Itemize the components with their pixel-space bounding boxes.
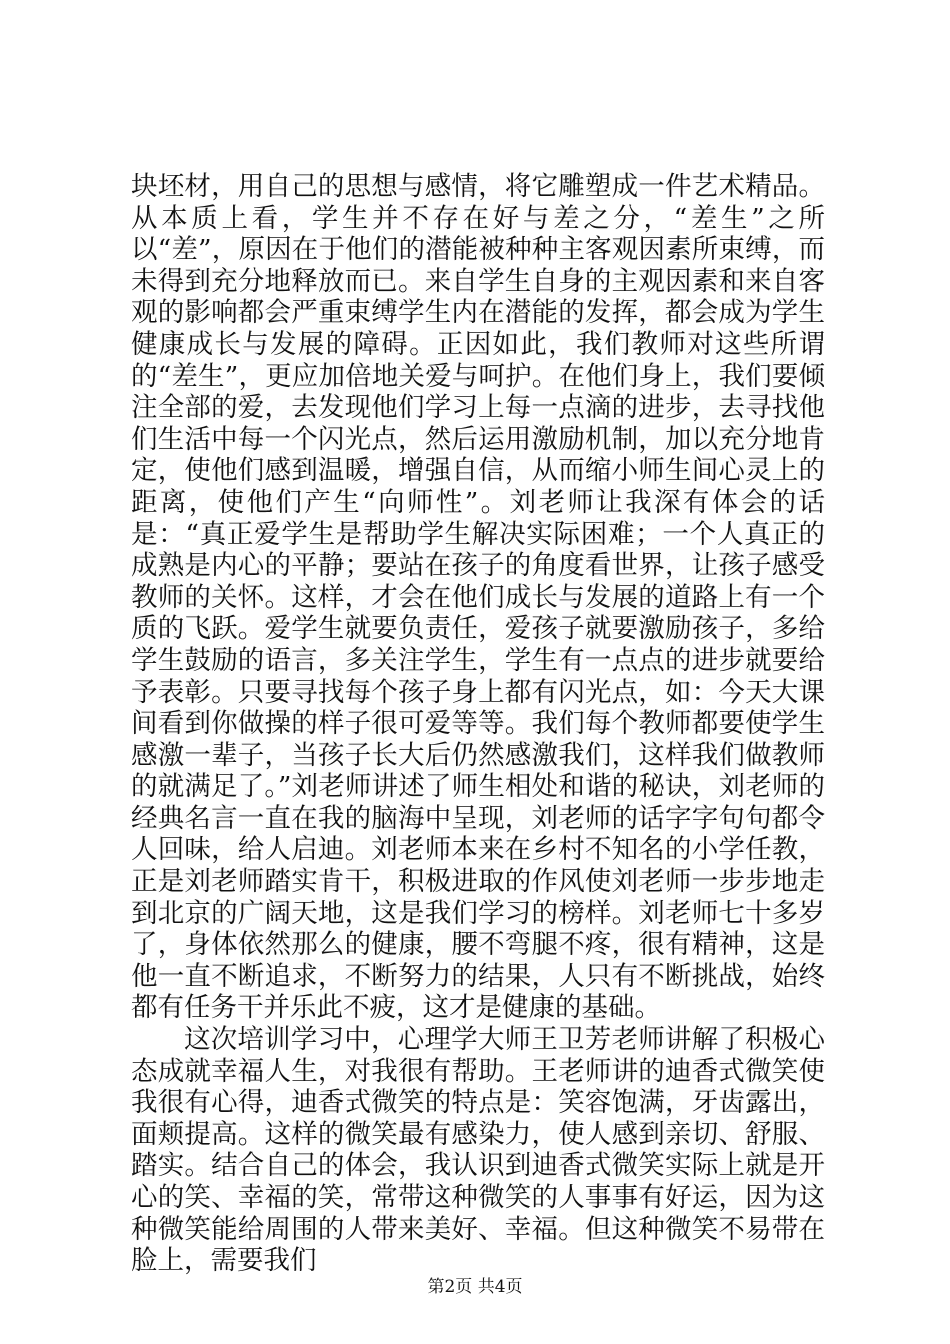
page-footer — [0, 1272, 950, 1297]
paragraph-2: 这次培训学习中，心理学大师王卫芳老师讲解了积极心态成就幸福人生，对我很有帮助。王老师讲的迪香式微笑使我很有心得，迪香式微笑的特点是：笑容饱满，牙齿露出，面颊提高。这样的微笑最有感染力，使人感到亲切、舒服、踏实。结合自己的体会，我认识到迪香式微笑实际上就是开心的笑、幸福的笑，常带这种微笑的人事事有好运，因为这种微笑能给周围的人带来美好、幸福。但这种微笑不易带在脸上，需要我们 — [131, 1024, 825, 1277]
paragraph-1: 块坯材，用自己的思想与感情，将它雕塑成一件艺术精品。从本质上看，学生并不存在好与差之分，“差生”之所以“差”，原因在于他们的潜能被种种主客观因素所束缚，而未得到充分地释放而已。来自学生自身的主观因素和来自客观的影响都会严重束缚学生内在潜能的发挥，都会成为学生健康成长与发展的障碍。正因如此，我们教师对这些所谓的“差生”，更应加倍地关爱与呵护。在他们身上，我们要倾注全部的爱，去发现他们学习上每一点滴的进步，去寻找他们生活中每一个闪光点，然后运用激励机制，加以充分地肯定，使他们感到温暖，增强自信，从而缩小师生间心灵上的距离，使他们产生“向师性”。刘老师让我深有体会的话是：“真正爱学生是帮助学生解决实际困难；一个人真正的成熟是内心的平静；要站在孩子的角度看世界，让孩子感受教师的关怀。这样，才会在他们成长与发展的道路上有一个质的飞跃。爱学生就要负责任，爱孩子就要激励孩子，多给学生鼓励的语言，多关注学生，学生有一点点的进步就要给予表彰。只要寻找每个孩子身上都有闪光点，如：今天大课间看到你做操的样子很可爱等等。我们每个教师都要使学生感激一辈子，当孩子长大后仍然感激我们，这样我们做教师的就满足了。”刘老师讲述了师生相处和谐的秘诀，刘老师的经典名言一直在我的脑海中呈现，刘老师的话字字句句都令人回味，给人启迪。刘老师本来在乡村不知名的小学任教，正是刘老师踏实肯干，积极进取的作风使刘老师一步步地走到北京的广阔天地，这是我们学习的榜样。刘老师七十多岁了，身体依然那么的健康，腰不弯腿不疼，很有精神，这是他一直不断追求，不断努力的结果，人只有不断挑战，始终都有任务干并乐此不疲，这才是健康的基础。 — [131, 171, 825, 1024]
page-number-label: 第2页 共4页 — [427, 1277, 523, 1297]
document-body — [131, 171, 825, 1277]
